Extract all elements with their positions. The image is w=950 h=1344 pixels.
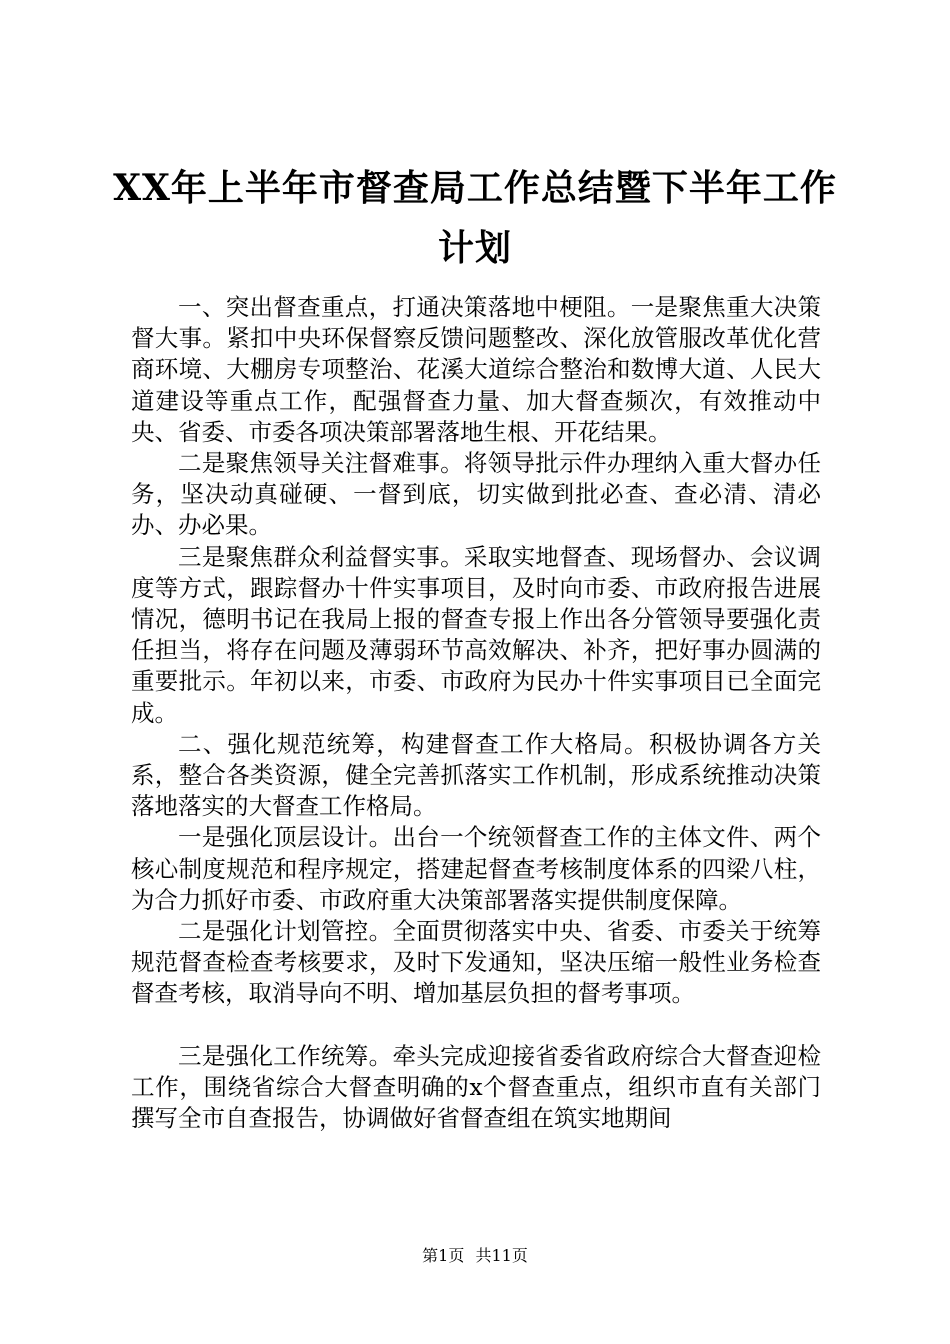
paragraph-2: 二是聚焦领导关注督难事。将领导批示件办理纳入重大督办任务，坚决动真碰硬、一督到底，切实做到批必查、查必清、清必办、办必果。 — [131, 449, 821, 540]
paragraph-7: 三是强化工作统筹。牵头完成迎接省委省政府综合大督查迎检工作，围绕省综合大督查明确的x个督查重点，组织市直有关部门撰写全市自查报告，协调做好省督查组在筑实地期间 — [131, 1041, 821, 1133]
paragraph-4: 二、强化规范统筹，构建督查工作大格局。积极协调各方关系，整合各类资源，健全完善抓落实工作机制，形成系统推动决策落地落实的大督查工作格局。 — [131, 729, 821, 821]
paragraph-6: 二是强化计划管控。全面贯彻落实中央、省委、市委关于统筹规范督查检查考核要求，及时下发通知，坚决压缩一般性业务检查督查考核，取消导向不明、增加基层负担的督考事项。 — [131, 917, 821, 1008]
paragraph-1: 一、突出督查重点，打通决策落地中梗阻。一是聚焦重大决策督大事。紧扣中央环保督察反馈问题整改、深化放管服改革优化营商环境、大棚房专项整治、花溪大道综合整治和数博大道、人民大道建设等重点工作，配强督查力量、加大督查频次，有效推动中央、省委、市委各项决策部署落地生根、开花结果。 — [131, 293, 821, 446]
paragraph-5: 一是强化顶层设计。出台一个统领督查工作的主体文件、两个核心制度规范和程序规定，搭建起督查考核制度体系的四梁八柱，为合力抓好市委、市政府重大决策部署落实提供制度保障。 — [131, 823, 821, 914]
page-total: 共11页 — [475, 1246, 528, 1265]
paragraph-3: 三是聚焦群众利益督实事。采取实地督查、现场督办、会议调度等方式，跟踪督办十件实事项目，及时向市委、市政府报告进展情况，德明书记在我局上报的督查专报上作出各分管领导要强化责任担当，将存在问题及薄弱环节高效解决、补齐，把好事办圆满的重要批示。年初以来，市委、市政府为民办十件实事项目已全面完成。 — [131, 542, 821, 727]
document-body — [131, 292, 821, 1134]
document-title-line-2: 计划 — [437, 227, 512, 269]
document-title-line-1: XX年上半年市督查局工作总结暨下半年工作 — [113, 167, 837, 209]
page-number: 第1页 — [422, 1246, 465, 1265]
page-footer — [0, 1243, 950, 1266]
